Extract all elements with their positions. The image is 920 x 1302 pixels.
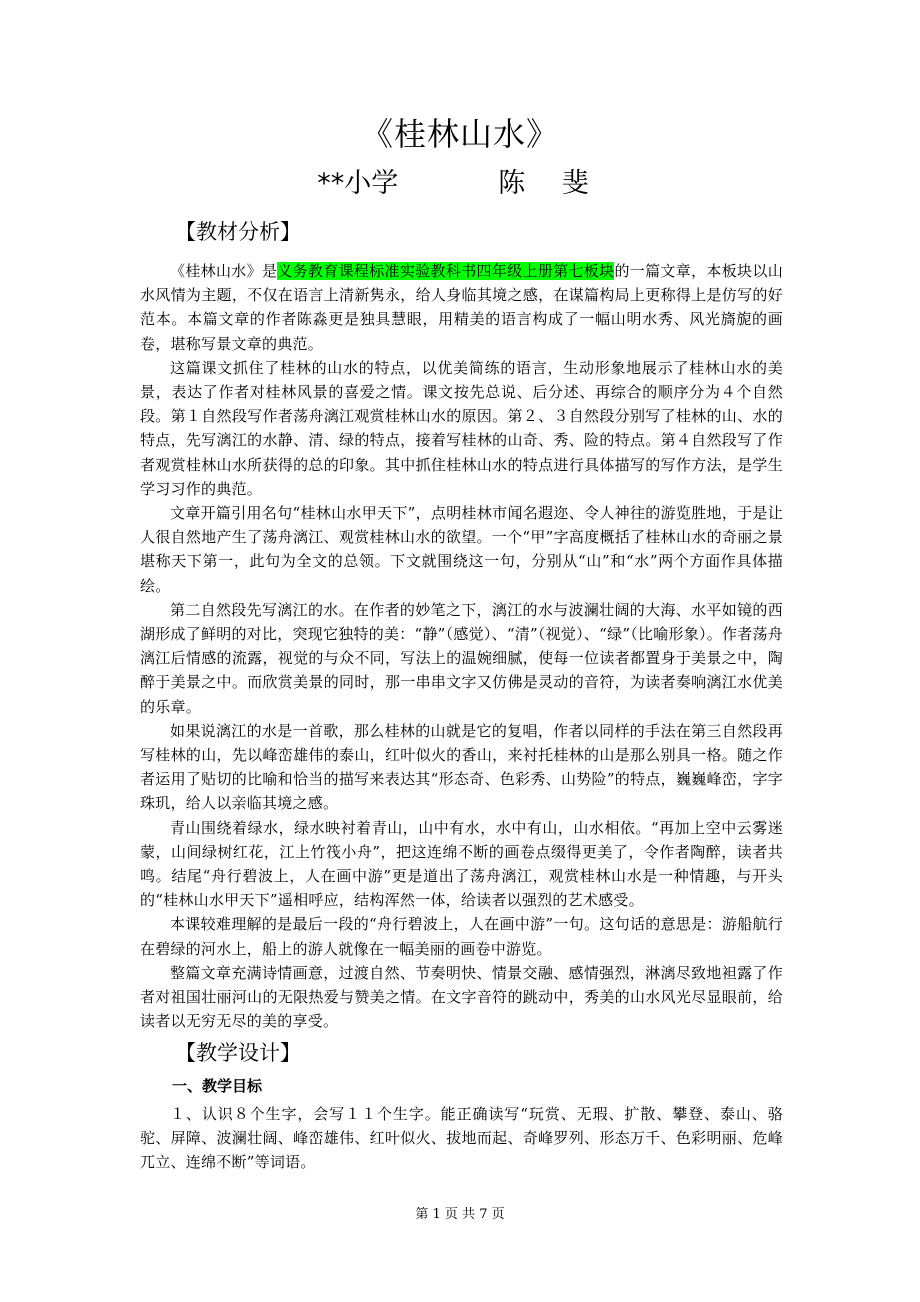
section-heading-textbook-analysis: 【教材分析】 [175,220,301,244]
subheading-teaching-objectives: 一、教学目标 [172,1077,263,1095]
paragraph-3: 文章开篇引用名句“桂林山水甲天下”，点明桂林市闻名遐迩、令人神往的游览胜地，于是让人很自然地产生了荡舟漓江、观赏桂林山水的欲望。一个“甲”字高度概括了桂林山水的奇丽之景堪称天下第一，此句为全文的总领。下文就围绕这一句，分别从“山”和“水”两个方面作具体描绘。 [140,504,783,595]
page-footer: 第 1 页 共 7 页 [415,1207,505,1222]
paragraph-4: 第二自然段先写漓江的水。在作者的妙笔之下，漓江的水与波澜壮阔的大海、水平如镜的西湖形成了鲜明的对比，突现它独特的美：“静”（感觉）、“清”（视觉）、“绿”（比喻形象）。作者荡舟漓江后情感的流露，视觉的与众不同，写法上的温婉细腻，使每一位读者都置身于美景之中，陶醉于美景之中。而欣赏美景的同时，那一串串文字又仿佛是灵动的音符，为读者奏响漓江水优美的乐章。 [140,600,784,716]
section-heading-teaching-design: 【教学设计】 [175,1041,301,1065]
paragraph-8: 整篇文章充满诗情画意，过渡自然、节奏明快、情景交融、感情强烈，淋漓尽致地袒露了作者对祖国壮丽河山的无限热爱与赞美之情。在文字音符的跳动中，秀美的山水风光尽显眼前，给读者以无穷无尽的美的享受。 [140,963,783,1031]
paragraph-1-lead: 《桂林山水》是 [170,262,278,280]
paragraph-7: 本课较难理解的是最后一段的“舟行碧波上，人在画中游”一句。这句话的意思是：游船航行在碧绿的河水上，船上的游人就像在一幅美丽的画卷中游览。 [140,915,783,958]
document-title: 《桂林山水》 [360,115,559,153]
author-name: 陈 斐 [498,168,603,199]
objectives-body [140,1102,783,1175]
paragraph-5: 如果说漓江的水是一首歌，那么桂林的山就是它的复唱，作者以同样的手法在第三自然段再写桂林的山，先以峰峦雄伟的泰山，红叶似火的香山，来衬托桂林的山是那么别具一格。随之作者运用了贴切的比喻和恰当的描写来表达其“形态奇、色彩秀、山势险”的特点，巍巍峰峦，字字珠玑，给人以亲临其境之感。 [140,721,783,813]
paragraph-6: 青山围绕着绿水，绿水映衬着青山，山中有水，水中有山，山水相依。“再加上空中云雾迷蒙，山间绿树红花，江上竹筏小舟”，把这连绵不断的画卷点缀得更美了，令作者陶醉，读者共鸣。结尾“舟行碧波上，人在画中游”更是道出了荡舟漓江，观赏桂林山水是一种情趣，与开头的“桂林山水甲天下”遥相呼应，结构浑然一体，给读者以强烈的艺术感受。 [140,818,783,910]
highlighted-text: 义务教育课程标准实验教科书四年级上册第七板块 [277,262,615,280]
objective-1: １、认识８个生字，会写１１个生字。能正确读写“玩赏、无瑕、扩散、攀登、泰山、骆驼、屏障、波澜壮阔、峰峦雄伟、红叶似火、拔地而起、奇峰罗列、形态万千、色彩明丽、危峰兀立、连绵不断”等词语。 [140,1105,783,1172]
paragraph-2: 这篇课文抓住了桂林的山水的特点，以优美简练的语言，生动形象地展示了桂林山水的美景，表达了作者对桂林风景的喜爱之情。课文按先总说、后分述、再综合的顺序分为４个自然段。第１自然段写作者荡舟漓江观赏桂林山水的原因。第２、３自然段分别写了桂林的山、水的特点，先写漓江的水静、清、绿的特点，接着写桂林的山奇、秀、险的特点。第４自然段写了作者观赏桂林山水所获得的总的印象。其中抓住桂林山水的特点进行具体描写的写作方法，是学生学习习作的典范。 [140,358,783,498]
paragraph-1 [140,259,783,356]
author-school: **小学 [317,168,399,199]
paragraph-1-rest: 的一篇文章，本板块以山水风情为主题，不仅在语言上清新隽永，给人身临其境之感，在谋篇构局上更称得上是仿写的好范本。本篇文章的作者陈淼更是独具慧眼，用精美的语言构成了一幅山明水秀、风光旖旎的画卷，堪称写景文章的典范。 [140,262,783,353]
author-line [0,165,920,203]
textbook-analysis-body [140,259,783,1034]
